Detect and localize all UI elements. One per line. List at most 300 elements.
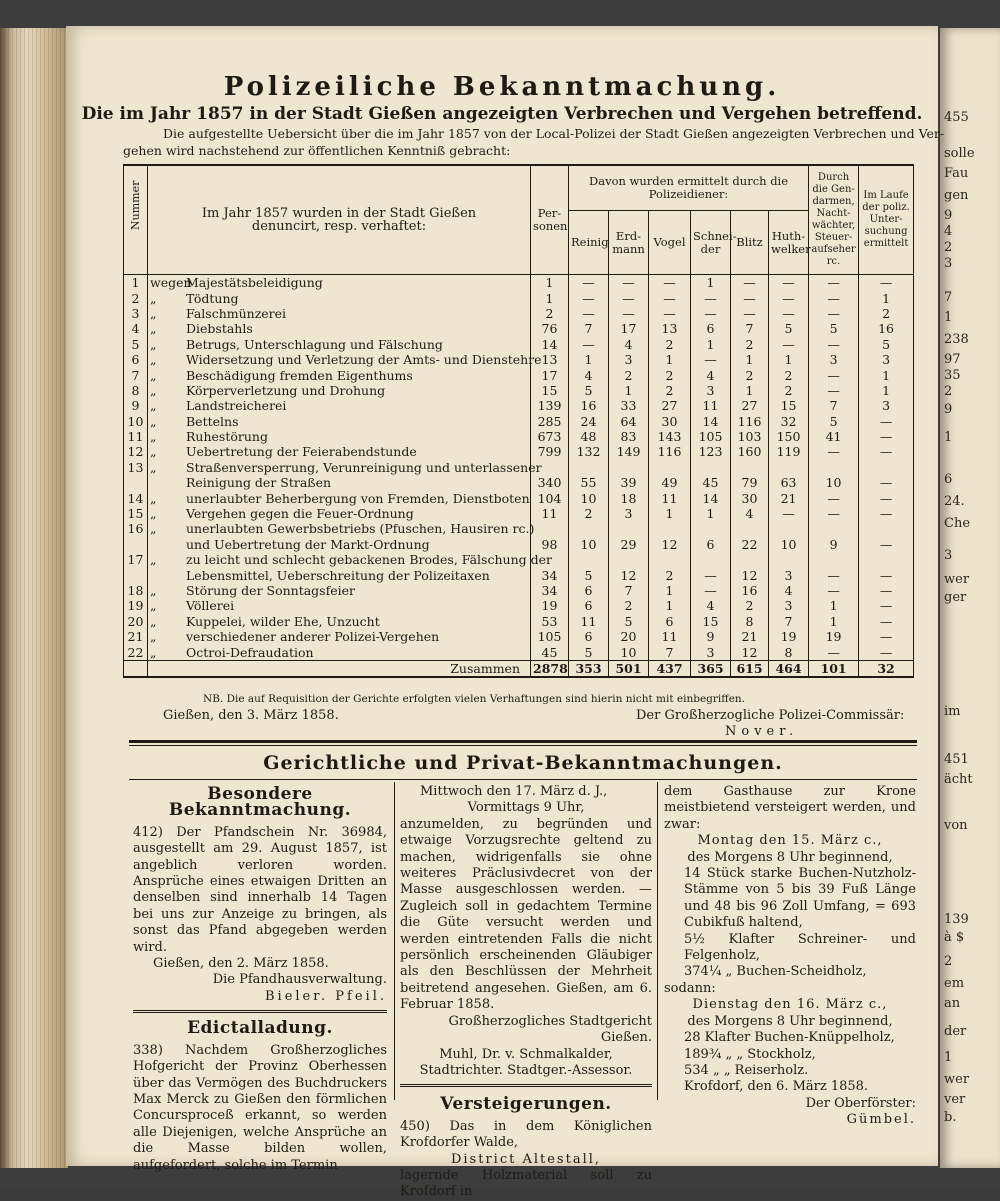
row-police-count: — [769,275,809,291]
header-police-blitz: Blitz [731,211,769,275]
row-police-count: 21 [731,629,769,644]
row-police-count: 3 [769,598,809,613]
table-row [124,475,914,490]
row-laufe: 5 [859,337,914,352]
row-prefix: „ [150,305,157,321]
row-offence [148,290,531,305]
row-police-count: 5 [569,383,609,398]
row-police-count: 1 [691,506,731,521]
row-laufe: 1 [859,290,914,305]
notice-412-names: Bieler. Pfeil. [264,988,387,1004]
row-gendarmen [809,521,859,536]
row-police-count: 149 [609,444,649,459]
total-laufe: 32 [859,660,914,677]
row-prefix: „ [150,613,157,629]
row-police-count: 9 [691,629,731,644]
row-police-count: 11 [691,398,731,413]
row-personen: 104 [531,490,569,505]
row-number: 4 [124,321,148,336]
row-laufe: — [859,583,914,598]
rule-col1 [133,1010,387,1016]
row-police-count: 5 [569,644,609,660]
adjacent-page-text: 4 [944,224,953,239]
row-police-count: 10 [609,644,649,660]
row-police-count [691,521,731,536]
row-laufe: 2 [859,306,914,321]
total-police-count: 365 [691,660,731,677]
adjacent-page-text: ger [944,590,967,605]
row-offence [148,567,531,582]
row-police-count: 7 [569,321,609,336]
row-prefix: „ [150,629,157,645]
row-label: Ruhestörung [186,429,268,445]
auction-day-2-item-3: 534 „ „ Reiserholz. [684,1062,809,1078]
row-police-count: 13 [649,321,691,336]
row-number: 6 [124,352,148,367]
row-label: Völlerei [186,598,235,614]
row-personen: 15 [531,383,569,398]
row-police-count [569,460,609,475]
section-title: Gerichtliche und Privat-Bekanntmachungen. [263,752,783,774]
row-police-count [691,460,731,475]
row-police-count: 7 [649,644,691,660]
row-police-count: 11 [569,614,609,629]
row-police-count: 1 [649,583,691,598]
row-police-count [609,552,649,567]
row-police-count: 33 [609,398,649,413]
row-personen: 139 [531,398,569,413]
adjacent-page-text: b. [944,1110,957,1125]
row-number: 10 [124,414,148,429]
column-2 [400,784,652,1201]
row-police-count: 6 [649,614,691,629]
row-label: zu leicht und schlecht gebackenen Brodes, Fälschung der [186,552,552,568]
row-police-count: 17 [609,321,649,336]
row-police-count [569,521,609,536]
table-row [124,275,914,291]
row-police-count: 7 [609,583,649,598]
row-number: 9 [124,398,148,413]
forester-name: Gümbel. [846,1112,916,1128]
row-police-count: 3 [691,644,731,660]
table-row [124,367,914,382]
adjacent-page-text: im [944,704,961,719]
row-police-count: — [569,337,609,352]
row-label-continued: und Uebertretung der Markt-Ordnung [186,536,430,552]
row-prefix: „ [150,321,157,337]
row-offence [148,583,531,598]
row-personen: 11 [531,506,569,521]
row-prefix: „ [150,644,157,660]
row-gendarmen: — [809,383,859,398]
row-offence [148,414,531,429]
row-gendarmen: — [809,567,859,582]
row-label: Majestätsbeleidigung [186,275,323,291]
row-police-count: 20 [609,629,649,644]
row-gendarmen: — [809,644,859,660]
row-offence [148,598,531,613]
row-offence [148,459,542,475]
adjacent-page-fragment [940,28,1000,1168]
table-row [124,521,914,536]
notice-450-end: lagernde Holzmaterial soll zu Krofdorf in [400,1167,652,1200]
row-police-count [649,521,691,536]
row-number: 14 [124,490,148,505]
notice-450-text: 450) Das in dem Königlichen Krofdorfer Walde, [400,1118,652,1151]
table-row [124,290,914,305]
row-label: Beschädigung fremden Eigenthums [186,367,413,383]
row-personen: 98 [531,537,569,552]
row-gendarmen: 41 [809,429,859,444]
adjacent-page-text: 6 [944,472,953,487]
book-binding-edge [0,28,68,1168]
row-police-count: — [649,275,691,291]
row-police-count: 83 [609,429,649,444]
total-label: Zusammen [148,660,531,677]
row-personen: 14 [531,337,569,352]
row-prefix: „ [150,413,157,429]
row-police-count: 2 [731,598,769,613]
row-gendarmen: 9 [809,537,859,552]
row-police-count: 14 [691,490,731,505]
notice-412-signer: Die Pfandhausverwaltung. [212,972,387,988]
row-gendarmen [809,460,859,475]
row-laufe: — [859,614,914,629]
row-offence [148,475,531,490]
row-police-count: 2 [649,383,691,398]
auction-day-1-item-3: 374¼ „ Buchen-Scheidholz, [684,964,867,980]
row-laufe: 1 [859,383,914,398]
row-laufe: 16 [859,321,914,336]
row-offence [148,552,552,568]
row-police-count: 21 [769,490,809,505]
row-number: 17 [124,552,148,567]
row-offence [148,537,531,552]
row-police-count: 4 [569,367,609,382]
row-laufe: — [859,275,914,291]
row-label: Landstreicherei [186,398,287,414]
court-signers: Muhl, Dr. v. Schmalkalder, [439,1046,613,1062]
row-police-count: 5 [569,567,609,582]
header-police-erdmann: Erd-mann [609,211,649,275]
signer-name: Nover. [725,724,799,739]
row-police-count: 10 [569,490,609,505]
row-police-count: 49 [649,475,691,490]
row-number: 8 [124,383,148,398]
table-row [124,506,914,521]
adjacent-page-text: 139 [944,912,969,927]
row-personen: 673 [531,429,569,444]
row-gendarmen: — [809,337,859,352]
termin-date: Mittwoch den 17. März d. J., [420,784,608,799]
row-offence [148,398,531,413]
row-label: Tödtung [186,290,239,306]
row-laufe [859,552,914,567]
adjacent-page-text: 1 [944,1050,953,1065]
row-police-count: — [691,567,731,582]
row-laufe: — [859,629,914,644]
row-gendarmen [809,552,859,567]
row-offence [148,352,542,368]
row-number: 1 [124,275,148,291]
auction-day-1-item-1: 14 Stück starke Buchen-Nutzholz-Stämme von 5 bis 39 Fuß Länge und 48 bis 96 Zoll Umfang, = 693 Cubikfuß haltend, [684,866,916,931]
row-police-count: 22 [731,537,769,552]
table-footnote: NB. Die auf Requisition der Gerichte erfolgten vielen Verhaftungen sind hierin nicht mit einbegriffen. [203,693,746,705]
row-police-count: — [769,506,809,521]
rule-col2 [400,1084,652,1090]
row-offence [148,506,531,521]
row-police-count: 116 [649,444,691,459]
row-personen: 53 [531,614,569,629]
row-police-count: — [769,337,809,352]
row-prefix: „ [150,583,157,598]
section-divider-thin [129,745,917,746]
row-number: 15 [124,506,148,521]
auction-sodann: sodann: [664,980,716,996]
row-police-count: 2 [731,337,769,352]
row-personen: 13 [531,352,569,367]
table-row [124,644,914,660]
row-police-count: 2 [649,567,691,582]
row-gendarmen: — [809,306,859,321]
row-offence [148,629,531,644]
adjacent-page-text: em [944,976,965,991]
row-police-count: — [569,290,609,305]
row-police-count: — [731,306,769,321]
row-gendarmen: 1 [809,614,859,629]
court-titles: Stadtrichter. Stadtger.-Assessor. [419,1062,633,1078]
auction-day-2-item-1: 28 Klafter Buchen-Knüppelholz, [684,1030,895,1046]
row-police-count: — [769,290,809,305]
row-personen: 34 [531,567,569,582]
notice-date: Gießen, den 3. März 1858. [163,708,339,723]
table-row [124,629,914,644]
row-police-count: 12 [649,537,691,552]
row-police-count: 16 [569,398,609,413]
row-personen: 76 [531,321,569,336]
row-police-count [649,552,691,567]
adjacent-page-text: Fau [944,166,969,181]
auction-day-1: Montag den 15. März c., [697,833,883,849]
row-offence [148,383,531,398]
row-label: unerlaubter Beherbergung von Fremden, Dienstboten [186,490,530,506]
row-laufe: 3 [859,398,914,413]
row-prefix: „ [150,352,157,368]
row-police-count: 3 [609,506,649,521]
adjacent-page-text: 1 [944,310,953,325]
row-police-count [769,521,809,536]
row-police-count: 119 [769,444,809,459]
row-police-count: 3 [609,352,649,367]
row-label: Widersetzung und Verletzung der Amts- und Dienstehre [186,352,542,368]
row-laufe: — [859,598,914,613]
column-divider-1 [394,782,395,1100]
table-row [124,598,914,613]
row-police-count: 160 [731,444,769,459]
row-police-count: — [609,275,649,291]
row-police-count: 8 [769,644,809,660]
row-label-continued: Lebensmittel, Ueberschreitung der Polizeitaxen [186,567,490,583]
row-police-count: 132 [569,444,609,459]
row-offence [148,444,531,459]
row-number: 21 [124,629,148,644]
row-number: 18 [124,583,148,598]
row-police-count: 10 [569,537,609,552]
row-gendarmen: — [809,444,859,459]
heading-edictalladung: Edictalladung. [187,1018,333,1039]
auction-day-1-item-2: 5½ Klafter Schreiner- und Felgenholz, [684,931,916,964]
row-police-count: 1 [769,352,809,367]
row-offence [148,321,531,336]
row-police-count: — [569,275,609,291]
total-personen: 2878 [531,660,569,677]
row-police-count: 79 [731,475,769,490]
row-label: Falschmünzerei [186,305,287,321]
row-label-continued: Reinigung der Straßen [186,475,332,491]
table-row [124,583,914,598]
row-offence [148,490,531,505]
row-police-count: 4 [731,506,769,521]
row-gendarmen: — [809,506,859,521]
row-police-count: — [769,306,809,321]
row-police-count: 1 [649,352,691,367]
court-name: Großherzogliches Stadtgericht Gießen. [448,1013,652,1046]
row-police-count: — [569,306,609,321]
row-police-count: 143 [649,429,691,444]
row-police-count: 14 [691,414,731,429]
adjacent-page-text: 2 [944,240,953,255]
row-personen: 340 [531,475,569,490]
table-row [124,552,914,567]
row-police-count: 11 [649,490,691,505]
section-title-underline [129,779,917,780]
row-police-count: 1 [731,383,769,398]
row-number: 20 [124,614,148,629]
row-laufe: — [859,644,914,660]
row-police-count: — [731,275,769,291]
row-police-count: 29 [609,537,649,552]
row-police-count: 1 [609,383,649,398]
header-police-huthwelker: Huth-welker [769,211,809,275]
row-number [124,475,148,490]
header-police-vogel: Vogel [649,211,691,275]
row-police-count: 4 [609,337,649,352]
adjacent-page-text: Che [944,516,971,531]
row-police-count: 8 [731,614,769,629]
row-prefix: „ [150,552,157,568]
page-subtitle: Die im Jahr 1857 in der Stadt Gießen angezeigten Verbrechen und Vergehen betreffend. [81,104,923,124]
row-police-count [731,552,769,567]
row-police-count: 2 [569,506,609,521]
adjacent-page-text: 451 [944,752,969,767]
row-offence [148,337,531,352]
total-police-count: 353 [569,660,609,677]
row-police-count: 27 [649,398,691,413]
adjacent-page-text: 9 [944,208,953,223]
row-offence [148,275,531,291]
row-police-count: 5 [609,614,649,629]
row-police-count [649,460,691,475]
auction-day-2-item-2: 189¾ „ „ Stockholz, [684,1046,816,1062]
row-police-count: — [691,290,731,305]
row-police-count [769,552,809,567]
row-gendarmen: 1 [809,598,859,613]
row-police-count: 3 [769,567,809,582]
row-label: Störung der Sonntagsfeier [186,583,355,598]
row-police-count: 18 [609,490,649,505]
row-police-count: 116 [731,414,769,429]
row-police-count: 27 [731,398,769,413]
table-row [124,460,914,475]
row-prefix: wegen [150,275,192,291]
row-police-count: 150 [769,429,809,444]
row-personen: 105 [531,629,569,644]
row-personen: 1 [531,290,569,305]
row-label: Uebertretung der Feierabendstunde [186,444,417,460]
row-police-count: 12 [609,567,649,582]
table-row [124,414,914,429]
notice-338-text: 338) Nachdem Großherzogliches Hofgericht der Provinz Oberhessen über das Vermögen des Buchdruckers Max Merck zu Gießen den förmlichen Concursproceß erkannt, so werden alle Diejenigen, welche Ansprüche an die Masse bilden wollen, aufgefordert, solche im Termin [133,1042,387,1173]
column-1 [133,784,387,1174]
row-police-count: 5 [769,321,809,336]
heading-besondere-bekanntmachung: Besondere Bekanntmachung. [168,784,352,821]
row-police-count: 4 [691,367,731,382]
adjacent-page-text: gen [944,188,969,203]
row-gendarmen: 19 [809,629,859,644]
row-police-count: 63 [769,475,809,490]
row-prefix: „ [150,598,157,614]
row-police-count: 30 [649,414,691,429]
adjacent-page-text: 1 [944,430,953,445]
row-police-count: 103 [731,429,769,444]
row-police-count [569,552,609,567]
header-police-reinig: Reinig [569,211,609,275]
row-police-count: 30 [731,490,769,505]
row-police-count [691,552,731,567]
row-number: 5 [124,337,148,352]
adjacent-page-text: wer [944,1072,970,1087]
row-personen: 34 [531,583,569,598]
header-offence: Im Jahr 1857 wurden in der Stadt Gießen denuncirt, resp. verhaftet: [148,165,531,275]
row-police-count: 6 [569,629,609,644]
termin-time: Vormittags 9 Uhr, [467,800,585,816]
row-laufe: — [859,414,914,429]
row-gendarmen: — [809,490,859,505]
table-row [124,537,914,552]
header-laufe: Im Laufe der poliz. Unter-suchung ermittelt [859,165,914,275]
table-row [124,337,914,352]
row-police-count [609,460,649,475]
row-personen: 1 [531,275,569,291]
page-title: Polizeiliche Bekanntmachung. [223,72,781,102]
row-number: 16 [124,521,148,536]
row-police-count: 3 [691,383,731,398]
row-police-count: 48 [569,429,609,444]
row-gendarmen: 10 [809,475,859,490]
row-police-count: 12 [731,567,769,582]
row-laufe: 3 [859,352,914,367]
adjacent-page-text: 2 [944,384,953,399]
table-row [124,429,914,444]
row-police-count: 7 [731,321,769,336]
row-gendarmen: 3 [809,352,859,367]
row-label: Diebstahls [186,321,253,337]
row-police-count: 39 [609,475,649,490]
table-row [124,352,914,367]
row-gendarmen: — [809,275,859,291]
row-police-count: 2 [609,367,649,382]
row-personen: 17 [531,367,569,382]
